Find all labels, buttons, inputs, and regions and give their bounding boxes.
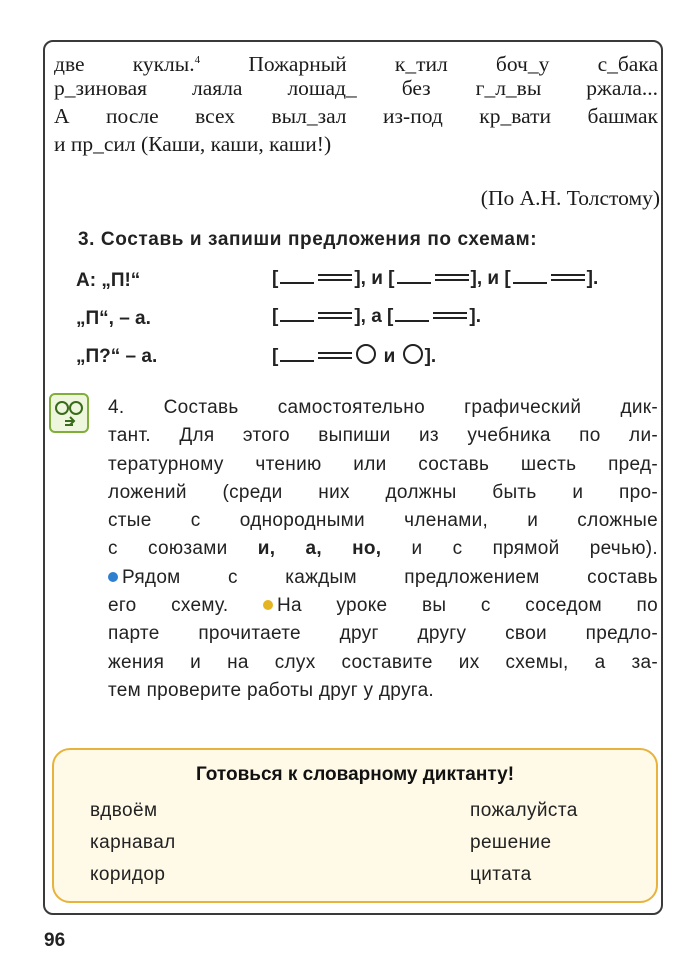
vocab-word: вдвоём — [90, 800, 158, 821]
task4-line: с союзами и, а, но, и с прямой речью). — [108, 538, 658, 560]
scheme-2: [ ], а [ ]. — [272, 306, 481, 327]
task4-text — [108, 394, 658, 705]
vocab-word: карнавал — [90, 832, 176, 853]
task4-line: парте прочитаете друг другу свои предло- — [108, 623, 658, 645]
poem-line-1: две куклы.$^4$ Пожарный к_тил боч_у с_бака — [54, 52, 659, 77]
task4-line: ложений (среди них должны быть и про- — [108, 481, 658, 503]
vocab-word: решение — [470, 832, 552, 853]
vocab-box — [52, 748, 658, 903]
poem-attribution: (По А.Н. Толстому) — [480, 186, 660, 210]
task4-line: жения и на слух составите их схемы, а за- — [108, 651, 658, 673]
scheme-label-2: „П“, – а. — [76, 308, 151, 329]
task4-line: тем проверите работы друг у друга. — [108, 679, 435, 701]
scheme-3: [ и ]. — [272, 346, 437, 367]
task3-heading: 3. Составь и запиши предложения по схемам: — [78, 229, 538, 250]
poem-text — [54, 46, 658, 158]
conjunctions-bold: и, а, но, — [257, 538, 382, 560]
scheme-label-1: А: „П!“ — [76, 270, 141, 291]
pair-work-icon — [49, 393, 89, 433]
circle-symbol — [403, 344, 423, 364]
poem-line-4: и пр_сил (Каши, каши, каши!) — [54, 132, 332, 156]
task4-line: тературному чтению или составь шесть пред- — [108, 453, 658, 475]
task4-line: Рядом с каждым предложением составь — [108, 564, 658, 592]
vocab-title: Готовься к словарному диктанту! — [195, 764, 515, 785]
page-number: 96 — [44, 930, 66, 951]
footnote-marker: 4 — [194, 54, 201, 66]
vocab-word: коридор — [90, 864, 166, 885]
vocab-word: пожалуйста — [470, 800, 578, 821]
task4-line: 4. Составь самостоятельно графический дик- — [108, 397, 658, 418]
poem-line-3: А после всех выл_зал из-под кр_вати башмак — [54, 104, 658, 128]
blue-marker-icon — [108, 572, 118, 582]
circle-symbol — [356, 344, 376, 364]
scheme-1: [ ], и [ ], и [ ]. — [272, 268, 599, 289]
scheme-label-3: „П?“ – а. — [76, 346, 158, 367]
vocab-word: цитата — [470, 864, 532, 885]
task4-line: его схему. На уроке вы с соседом по — [108, 595, 658, 617]
yellow-marker-icon — [263, 600, 273, 610]
poem-line-2: р_зиновая лаяла лошад_ без г_л_вы ржала... — [54, 76, 658, 100]
task4-line: стые с однородными членами, и сложные — [108, 510, 658, 532]
task4-line: тант. Для этого выпиши из учебника по ли- — [108, 425, 658, 447]
